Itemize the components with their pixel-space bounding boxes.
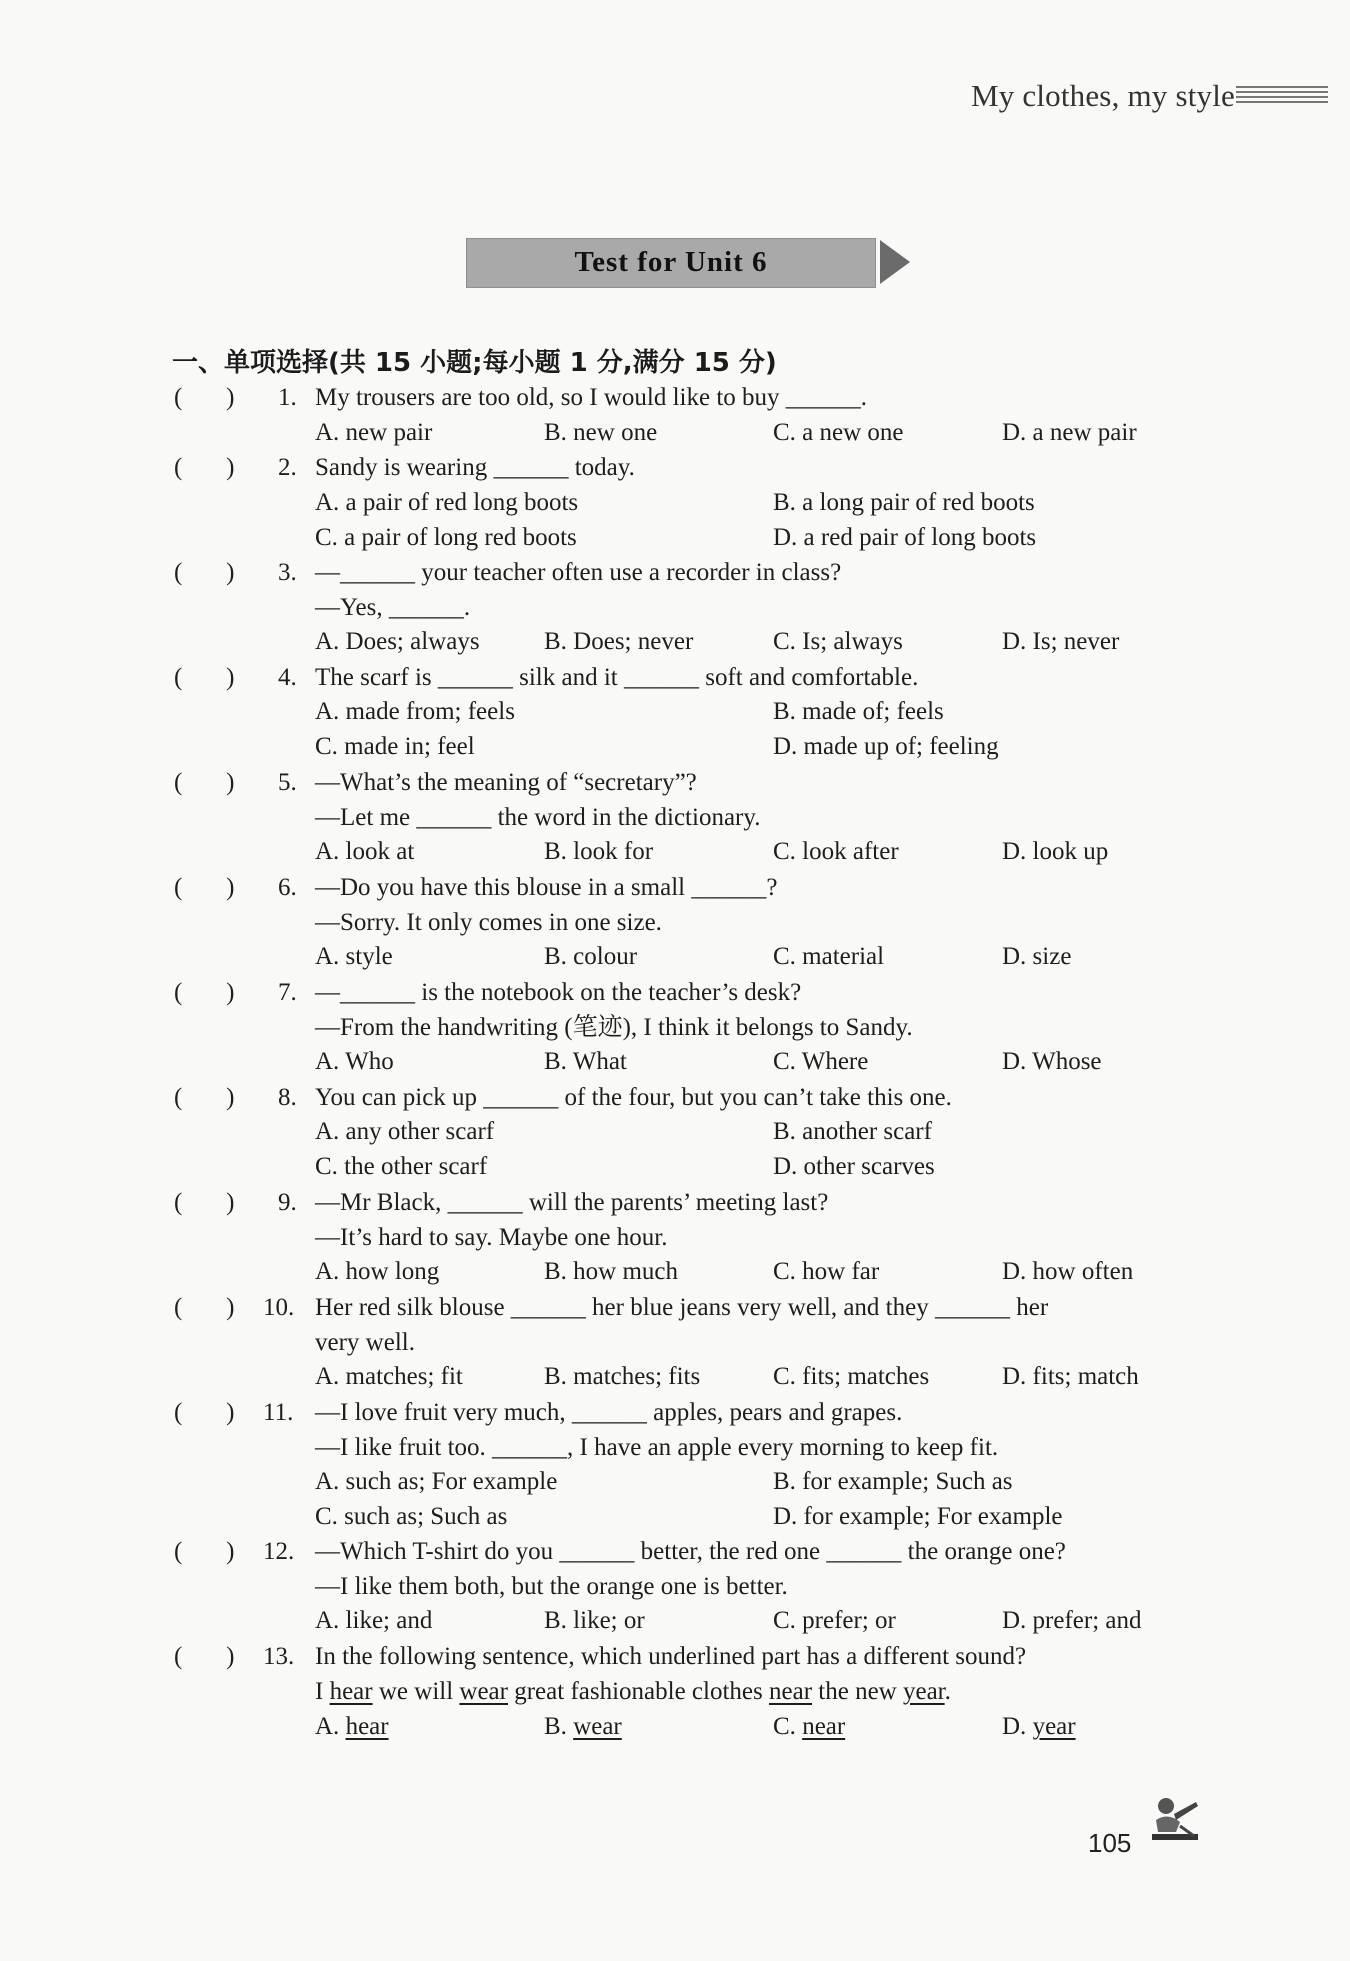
question-number: 11. bbox=[263, 1399, 294, 1426]
option: D. how often bbox=[1002, 1258, 1134, 1285]
banner-title: Test for Unit 6 bbox=[574, 246, 768, 278]
option: A. look at bbox=[315, 838, 415, 865]
question-text: —I love fruit very much, ______ apples, pears and grapes. bbox=[315, 1399, 903, 1426]
option: D. look up bbox=[1002, 838, 1109, 865]
option: C. made in; feel bbox=[315, 733, 475, 760]
example-sentence: I hear we will wear great fashionable clothes near the new year. bbox=[315, 1678, 951, 1705]
option: A. like; and bbox=[315, 1607, 433, 1634]
question-text: —Do you have this blouse in a small ______? bbox=[315, 874, 778, 901]
option: B. Does; never bbox=[544, 628, 694, 655]
option: C. look after bbox=[773, 838, 899, 865]
question-text: very well. bbox=[315, 1329, 415, 1356]
option: A. style bbox=[315, 943, 393, 970]
answer-blank[interactable]: ( ) bbox=[174, 1189, 235, 1216]
question-number: 3. bbox=[278, 559, 297, 586]
question-number: 6. bbox=[278, 874, 297, 901]
answer-blank[interactable]: ( ) bbox=[174, 664, 235, 691]
option: D. a new pair bbox=[1002, 419, 1137, 446]
question-number: 10. bbox=[263, 1294, 295, 1321]
answer-blank[interactable]: ( ) bbox=[174, 384, 235, 411]
option: C. prefer; or bbox=[773, 1607, 896, 1634]
option: C. how far bbox=[773, 1258, 880, 1285]
option: D. a red pair of long boots bbox=[773, 524, 1037, 551]
question-text: —It’s hard to say. Maybe one hour. bbox=[315, 1224, 668, 1251]
option: C. such as; Such as bbox=[315, 1503, 508, 1530]
option: C. near bbox=[773, 1713, 846, 1740]
question-text: My trousers are too old, so I would like to buy ______. bbox=[315, 384, 868, 411]
option: D. prefer; and bbox=[1002, 1607, 1142, 1634]
question-text: —I like them both, but the orange one is better. bbox=[315, 1573, 788, 1600]
option: A. made from; feels bbox=[315, 698, 515, 725]
question-text: —I like fruit too. ______, I have an apple every morning to keep fit. bbox=[315, 1434, 999, 1461]
option: B. a long pair of red boots bbox=[773, 489, 1035, 516]
banner-arrow-icon bbox=[880, 240, 910, 284]
option: A. hear bbox=[315, 1713, 389, 1740]
question-text: —Let me ______ the word in the dictionary. bbox=[315, 804, 761, 831]
option: C. material bbox=[773, 943, 885, 970]
question-text: Sandy is wearing ______ today. bbox=[315, 454, 635, 481]
option: D. other scarves bbox=[773, 1153, 935, 1180]
question-number: 2. bbox=[278, 454, 297, 481]
page-number: 105 bbox=[1088, 1828, 1132, 1858]
option: B. look for bbox=[544, 838, 654, 865]
option: A. matches; fit bbox=[315, 1363, 463, 1390]
option: D. made up of; feeling bbox=[773, 733, 999, 760]
unit-banner bbox=[466, 238, 876, 288]
option: B. new one bbox=[544, 419, 658, 446]
option: B. What bbox=[544, 1048, 627, 1075]
answer-blank[interactable]: ( ) bbox=[174, 874, 235, 901]
option: A. new pair bbox=[315, 419, 433, 446]
answer-blank[interactable]: ( ) bbox=[174, 1399, 235, 1426]
question-text: —Sorry. It only comes in one size. bbox=[315, 909, 662, 936]
option: D. for example; For example bbox=[773, 1503, 1063, 1530]
question-number: 1. bbox=[278, 384, 297, 411]
reading-person-icon bbox=[1146, 1792, 1202, 1848]
question-number: 5. bbox=[278, 769, 297, 796]
answer-blank[interactable]: ( ) bbox=[174, 454, 235, 481]
option: A. how long bbox=[315, 1258, 440, 1285]
question-text: In the following sentence, which underlined part has a different sound? bbox=[315, 1643, 1027, 1670]
question-text: —______ your teacher often use a recorder in class? bbox=[315, 559, 842, 586]
option: D. year bbox=[1002, 1713, 1076, 1740]
option: A. such as; For example bbox=[315, 1468, 558, 1495]
option: C. Is; always bbox=[773, 628, 903, 655]
question-text: —Mr Black, ______ will the parents’ meeting last? bbox=[315, 1189, 829, 1216]
option: C. a pair of long red boots bbox=[315, 524, 577, 551]
answer-blank[interactable]: ( ) bbox=[174, 1294, 235, 1321]
question-number: 7. bbox=[278, 979, 297, 1006]
section-title: 一、单项选择(共 15 小题;每小题 1 分,满分 15 分) bbox=[172, 348, 777, 378]
option: A. a pair of red long boots bbox=[315, 489, 579, 516]
question-text: —From the handwriting (笔迹), I think it belongs to Sandy. bbox=[315, 1014, 913, 1041]
question-text: —Which T-shirt do you ______ better, the red one ______ the orange one? bbox=[315, 1538, 1066, 1565]
answer-blank[interactable]: ( ) bbox=[174, 1084, 235, 1111]
option: C. fits; matches bbox=[773, 1363, 930, 1390]
option: C. Where bbox=[773, 1048, 869, 1075]
question-number: 12. bbox=[263, 1538, 295, 1565]
option: B. colour bbox=[544, 943, 638, 970]
option: B. for example; Such as bbox=[773, 1468, 1013, 1495]
option: B. another scarf bbox=[773, 1118, 932, 1145]
option: B. how much bbox=[544, 1258, 679, 1285]
answer-blank[interactable]: ( ) bbox=[174, 979, 235, 1006]
option: A. any other scarf bbox=[315, 1118, 495, 1145]
header-decoration-lines bbox=[1236, 86, 1328, 108]
question-text: —What’s the meaning of “secretary”? bbox=[315, 769, 697, 796]
question-text: You can pick up ______ of the four, but you can’t take this one. bbox=[315, 1084, 952, 1111]
option: D. size bbox=[1002, 943, 1072, 970]
question-number: 8. bbox=[278, 1084, 297, 1111]
option: B. matches; fits bbox=[544, 1363, 701, 1390]
question-text: Her red silk blouse ______ her blue jeans very well, and they ______ her bbox=[315, 1294, 1049, 1321]
option: D. Whose bbox=[1002, 1048, 1102, 1075]
question-text: —______ is the notebook on the teacher’s desk? bbox=[315, 979, 802, 1006]
header-title: My clothes, my style bbox=[970, 78, 1235, 113]
question-number: 4. bbox=[278, 664, 297, 691]
answer-blank[interactable]: ( ) bbox=[174, 1643, 235, 1670]
option: C. a new one bbox=[773, 419, 904, 446]
option: A. Who bbox=[315, 1048, 394, 1075]
option: D. Is; never bbox=[1002, 628, 1120, 655]
question-number: 9. bbox=[278, 1189, 297, 1216]
option: B. wear bbox=[544, 1713, 622, 1740]
answer-blank[interactable]: ( ) bbox=[174, 559, 235, 586]
option: D. fits; match bbox=[1002, 1363, 1139, 1390]
option: B. like; or bbox=[544, 1607, 645, 1634]
option: B. made of; feels bbox=[773, 698, 944, 725]
question-text: —Yes, ______. bbox=[315, 594, 471, 621]
question-number: 13. bbox=[263, 1643, 295, 1670]
option: A. Does; always bbox=[315, 628, 480, 655]
answer-blank[interactable]: ( ) bbox=[174, 769, 235, 796]
option: C. the other scarf bbox=[315, 1153, 488, 1180]
answer-blank[interactable]: ( ) bbox=[174, 1538, 235, 1565]
question-text: The scarf is ______ silk and it ______ soft and comfortable. bbox=[315, 664, 919, 691]
